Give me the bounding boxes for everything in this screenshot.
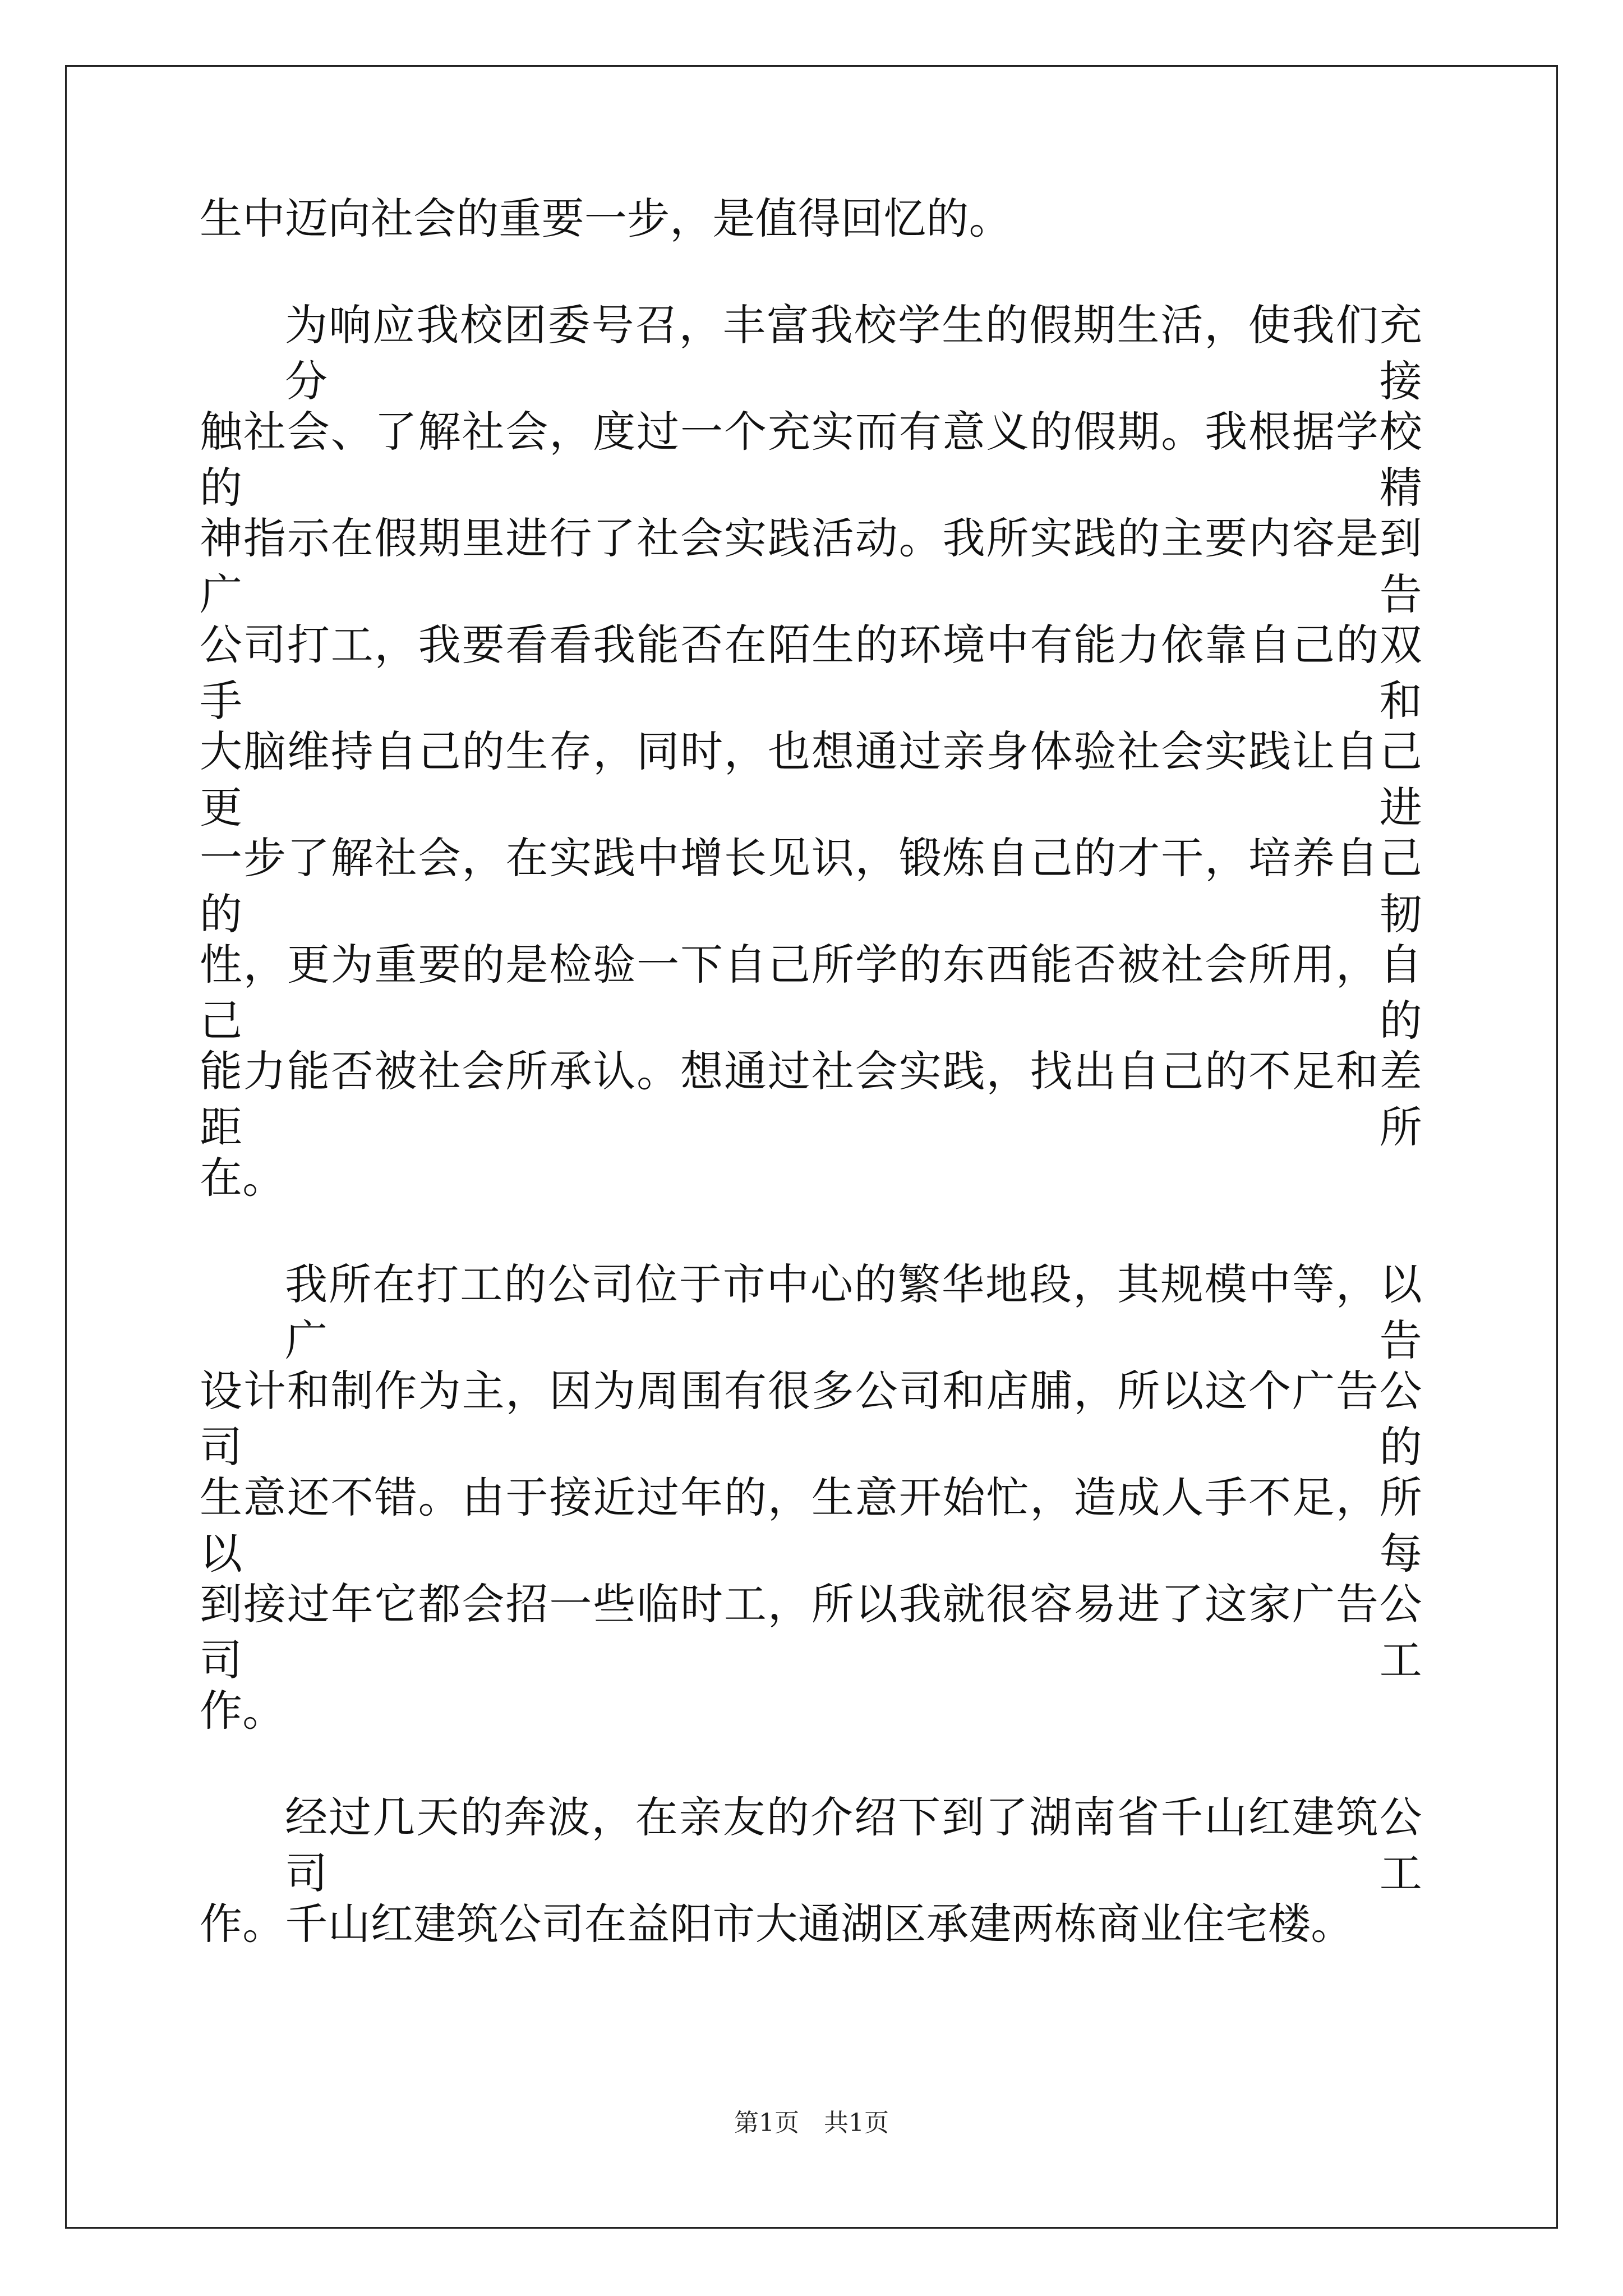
text-line-3: 触社会、了解社会，度过一个充实而有意义的假期。我根据学校的精 [200,407,1422,513]
page-number-footer: 第1页 共1页 [734,2109,889,2137]
text-line-13: 生意还不错。由于接近过年的，生意开始忙，造成人手不足，所以每 [200,1473,1422,1579]
text-line-4: 神指示在假期里进行了社会实践活动。我所实践的主要内容是到广告 [200,513,1422,619]
text-line-6: 大脑维持自己的生存，同时，也想通过亲身体验社会实践让自己更进 [200,726,1422,832]
text-line-14: 到接过年它都会招一些临时工，所以我就很容易进了这家广告公司工 [200,1579,1422,1685]
text-line-16: 经过几天的奔波，在亲友的介绍下到了湖南省千山红建筑公司工 [285,1792,1422,1898]
text-line-9: 能力能否被社会所承认。想通过社会实践，找出自己的不足和差距所 [200,1046,1422,1152]
text-line-12: 设计和制作为主，因为周围有很多公司和店脯，所以这个广告公司的 [200,1366,1422,1472]
text-line-2: 为响应我校团委号召，丰富我校学生的假期生活，使我们充分接 [285,300,1422,406]
text-line-5: 公司打工，我要看看我能否在陌生的环境中有能力依靠自己的双手和 [200,620,1422,726]
text-line-8: 性，更为重要的是检验一下自己所学的东西能否被社会所用，自己的 [200,940,1422,1046]
text-line-1: 生中迈向社会的重要一步，是值得回忆的。 [200,194,1012,243]
document-body [200,191,1422,2003]
text-line-11: 我所在打工的公司位于市中心的繁华地段，其规模中等，以广告 [285,1259,1422,1365]
text-line-7: 一步了解社会，在实践中增长见识，锻炼自己的才干，培养自己的韧 [200,833,1422,939]
text-line-10: 在。 [200,1153,285,1203]
text-line-17: 作。千山红建筑公司在益阳市大通湖区承建两栋商业住宅楼。 [200,1899,1354,1949]
text-line-15: 作。 [200,1686,285,1736]
